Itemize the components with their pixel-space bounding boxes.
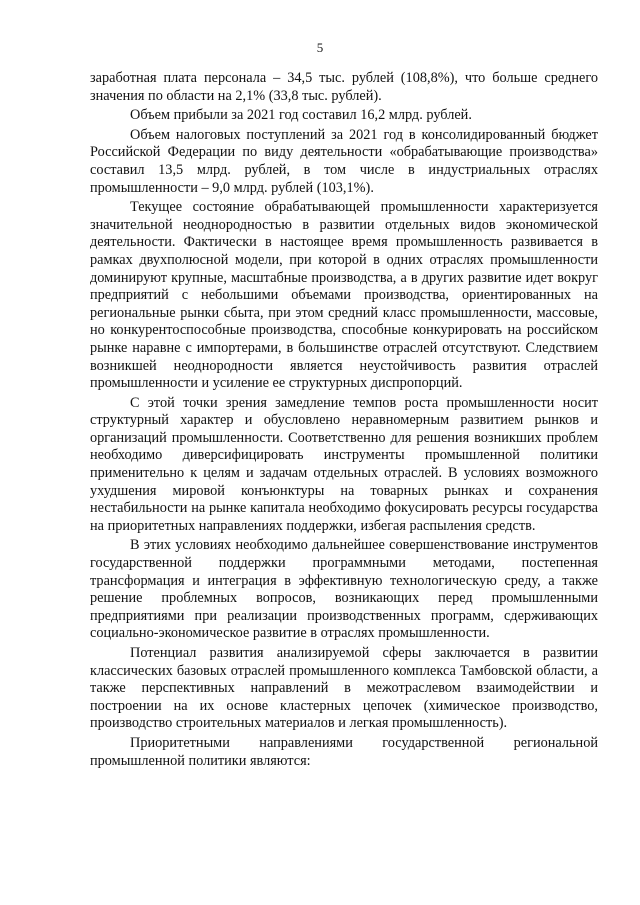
paragraph-industry-state: Текущее состояние обрабатывающей промышленности характеризуется значительной неоднородностью в развитии отдельных видов экономической деятельности. Фактически в настоящее время промышленность развивается в рамках двухполюсной модели, при которой в одних отраслях промышленности доминируют крупные, масштабные производства, а в других развитие идет вокруг предприятий с небольшими объемами производства, ориентированных на региональные рынки сбыта, при этом средний класс промышленности, массовые, но конкурентоспособные производства, способные конкурировать на российском рынке наравне с импортерами, в большинстве отраслей отсутствуют. Следствием возникшей неоднородности является неустойчивость развития отраслей промышленности и усиление ее структурных диспропорций. <box>90 199 598 392</box>
paragraph-priority-directions: Приоритетными направлениями государственной региональной промышленной политики являются: <box>90 734 598 769</box>
paragraph-state-support: В этих условиях необходимо дальнейшее совершенствование инструментов государственной поддержки программными методами, постепенная трансформация и интеграция в эффективную технологическую среду, а также решение проблемных вопросов, возникающих перед промышленными предприятиями при реализации производственных программ, сдерживающих социально-экономическое развитие в отраслях промышленности. <box>90 537 598 642</box>
paragraph-growth-slowdown: С этой точки зрения замедление темпов роста промышленности носит структурный характер и обусловлено неравномерным развитием рынков и организаций промышленности. Соответственно для решения возникших проблем необходимо диверсифицировать инструменты промышленной политики применительно к целям и задачам отдельных отраслей. В условиях возможного ухудшения мировой конъюнктуры на товарных рынках и сохранения нестабильности на рынке капитала необходимо фокусировать ресурсы государства на приоритетных направлениях поддержки, избегая распыления средств. <box>90 394 598 534</box>
paragraph-salary-continuation: заработная плата персонала – 34,5 тыс. рублей (108,8%), что больше среднего значения по области на 2,1% (33,8 тыс. рублей). <box>90 70 598 104</box>
paragraph-tax-revenue: Объем налоговых поступлений за 2021 год в консолидированный бюджет Российской Федерации по виду деятельности «обрабатывающие производства» составил 13,5 млрд. рублей, в том числе в индустриальных отраслях промышленности – 9,0 млрд. рублей (103,1%). <box>90 126 598 196</box>
document-body <box>90 70 598 772</box>
page-number: 5 <box>316 40 324 55</box>
paragraph-profit: Объем прибыли за 2021 год составил 16,2 млрд. рублей. <box>130 107 472 124</box>
paragraph-development-potential: Потенциал развития анализируемой сферы заключается в развитии классических базовых отраслей промышленного комплекса Тамбовской области, а также перспективных направлений в межотраслевом взаимодействии и построении на их основе кластерных цепочек (химическое производство, производство строительных материалов и легкая промышленность). <box>90 645 598 732</box>
